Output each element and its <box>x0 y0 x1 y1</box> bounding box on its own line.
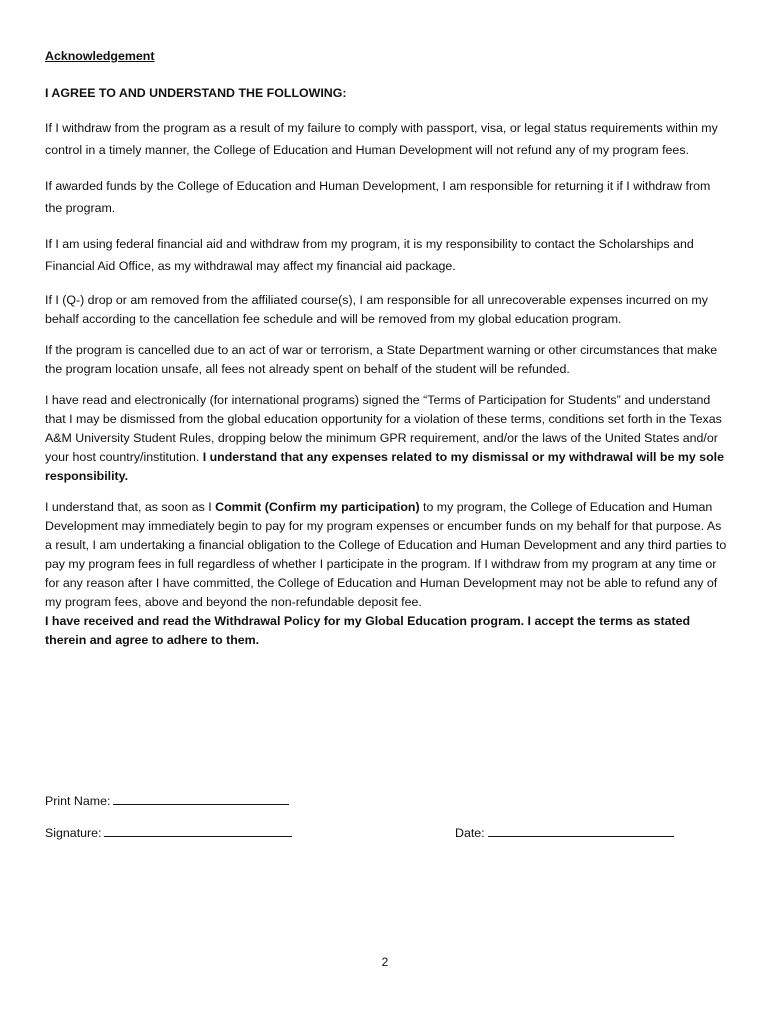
commitment-text-end: to my program, the College of Education and Human Development may immediately begin to pay for my program expenses or encumber funds on my behalf for that purpose. As a result, I am undertaking a financial obligation to the College of Education and Human Development and any third parties to pay my program fees in full regardless of whether I participate in the program. If I withdraw from my program at any time or for any reason after I have committed, the College of Education and Human Development may not be able to refund any of my program fees, above and beyond the non-refundable deposit fee. <box>45 500 727 609</box>
signature-block <box>45 790 730 850</box>
date-row <box>455 822 674 840</box>
financial-aid-clause: If I am using federal financial aid and withdraw from my program, it is my responsibility to contact the Scholarships and Financial Aid Office, as my withdrawal may affect my financial aid package. <box>45 237 694 273</box>
course-drop-clause: If I (Q-) drop or am removed from the affiliated course(s), I am responsible for all unrecoverable expenses incurred on my behalf according to the cancellation fee schedule and will be removed from my global education program. <box>45 293 708 326</box>
date-label: Date: <box>455 826 485 840</box>
acknowledgement-heading: Acknowledgement <box>45 49 155 63</box>
print-name-label: Print Name: <box>45 794 111 808</box>
page-number: 2 <box>381 955 389 969</box>
agreement-title: I AGREE TO AND UNDERSTAND THE FOLLOWING: <box>45 86 347 100</box>
terms-of-participation-clause <box>45 391 730 486</box>
terms-clause-emphasis: I understand that any expenses related to my dismissal or my withdrawal will be my sole responsibility. <box>45 450 724 483</box>
passport-visa-clause: If I withdraw from the program as a result of my failure to comply with passport, visa, or legal status requirements within my control in a timely manner, the College of Education and Human Development will not refund any of my program fees. <box>45 121 718 157</box>
withdrawal-policy-statement <box>45 612 730 650</box>
cancellation-clause: If the program is cancelled due to an act of war or terrorism, a State Department warning or other circumstances that make the program location unsafe, all fees not already spent on behalf of the student will be refunded. <box>45 343 718 376</box>
awarded-funds-clause: If awarded funds by the College of Education and Human Development, I am responsible for returning it if I withdraw from the program. <box>45 179 711 215</box>
terms-clause-text: I have read and electronically (for international programs) signed the “Terms of Participation for Students” and understand that I may be dismissed from the global education opportunity for a violation of these terms, conditions set forth in the Texas A&M University Student Rules, dropping below the minimum GPR requirement, and/or the laws of the United States and/or your host country/institution. <box>45 393 722 464</box>
commitment-clause <box>45 498 730 612</box>
commit-emphasis: Commit (Confirm my participation) <box>215 500 420 514</box>
date-line[interactable] <box>488 822 674 837</box>
print-name-row <box>45 790 289 808</box>
commitment-text-start: I understand that, as soon as I <box>45 500 216 514</box>
print-name-line[interactable] <box>113 790 289 805</box>
withdrawal-policy-text: I have received and read the Withdrawal Policy for my Global Education program. I accept the terms as stated therein and agree to adhere to them. <box>45 614 691 647</box>
signature-line[interactable] <box>104 822 292 837</box>
document-body <box>45 47 730 662</box>
signature-row <box>45 822 292 840</box>
signature-label: Signature: <box>45 826 102 840</box>
